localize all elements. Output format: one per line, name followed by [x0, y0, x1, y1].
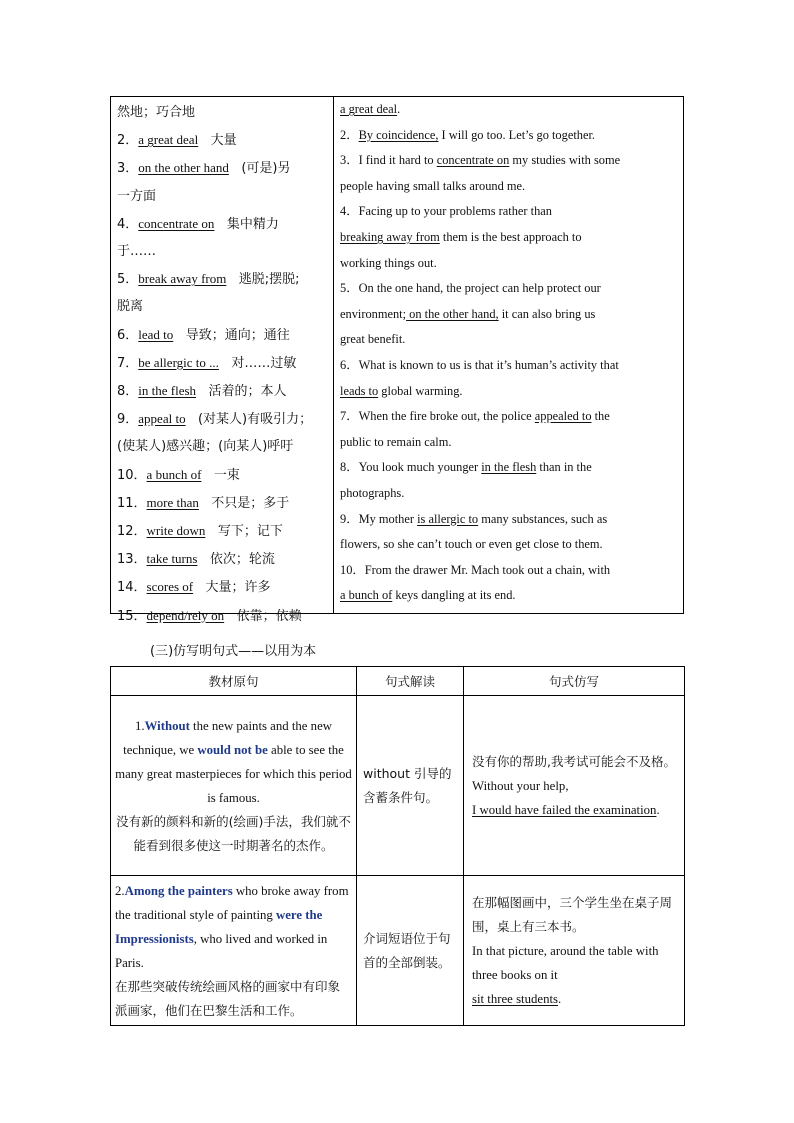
header-interpretation: 句式解读 — [357, 667, 464, 696]
table-row — [111, 876, 685, 1026]
vocab-example-column — [334, 97, 683, 613]
vocab-phrase: more than — [146, 494, 199, 510]
vocab-line — [117, 126, 329, 154]
vocab-meaning: 不只是；多于 — [211, 495, 290, 511]
example-line — [340, 379, 677, 405]
example-line — [340, 302, 677, 328]
example-text: photographs. — [340, 485, 405, 500]
vocab-number: 13． — [117, 552, 147, 568]
vocab-line — [117, 183, 329, 210]
example-text: 8．You look much younger — [340, 460, 482, 475]
imitation-chinese: 在那幅图画中，三个学生坐在桌子周围，桌上有三本书。 — [472, 894, 673, 934]
chinese-translation: 在那些突破传统绘画风格的画家中有印象派画家，他们在巴黎生活和工作。 — [115, 978, 341, 1018]
vocab-meaning: 活着的；本人 — [208, 384, 287, 400]
vocab-meaning: (可是)另 — [241, 161, 291, 177]
vocab-number: 14． — [117, 580, 147, 596]
example-answer: in the flesh — [481, 460, 537, 475]
example-line — [340, 455, 677, 481]
example-line — [340, 481, 677, 507]
vocab-number: 12． — [117, 524, 147, 540]
vocab-phrase: concentrate on — [138, 215, 215, 231]
vocab-line — [117, 154, 329, 182]
sentence-pattern-table — [110, 666, 685, 1026]
vocab-meaning: 大量；许多 — [205, 580, 271, 596]
example-text: 4．Facing up to your problems rather than — [340, 204, 552, 219]
imitation-english — [472, 939, 676, 1011]
imitation-text: Without your help, — [472, 778, 569, 793]
example-text: working things out. — [340, 255, 437, 270]
example-line — [340, 199, 677, 225]
pattern-interpretation: without 引导的含蓄条件句。 — [357, 696, 464, 876]
vocab-number: 15． — [117, 608, 147, 624]
vocab-phrase: lead to — [138, 326, 174, 342]
vocab-phrase: appeal to — [138, 411, 186, 427]
vocab-phrase: be allergic to ... — [138, 354, 219, 370]
example-answer: on the other hand, — [406, 306, 499, 321]
example-text: I will go too. Let’s go together. — [438, 127, 596, 142]
vocab-meaning: 大量 — [210, 133, 237, 149]
example-line — [340, 558, 677, 584]
vocab-line — [117, 321, 329, 349]
vocab-meaning: 写下；记下 — [217, 524, 283, 540]
vocab-phrase: in the flesh — [138, 383, 197, 399]
example-text: flowers, so she can’t touch or even get close to them. — [340, 537, 603, 552]
example-text: 2． — [340, 127, 359, 142]
vocab-line — [117, 349, 329, 377]
sentence-text: able to see the many great masterpieces for which this period is famous. — [115, 742, 352, 805]
example-answer: a great deal — [340, 102, 398, 116]
example-text: it can also bring us — [498, 306, 596, 321]
vocab-line — [117, 545, 329, 573]
example-line — [340, 251, 677, 277]
imitation-english — [472, 774, 676, 822]
vocab-phrase: write down — [146, 523, 206, 539]
imitation-end: . — [656, 802, 660, 817]
pattern-imitation — [464, 876, 685, 1026]
vocab-line — [117, 293, 329, 320]
example-text: 5．On the one hand, the project can help protect our — [340, 281, 601, 296]
example-line — [340, 430, 677, 456]
example-text: environment; — [340, 306, 407, 321]
vocab-phrase: a great deal — [138, 132, 199, 148]
vocab-meaning: 对……过敏 — [231, 355, 297, 371]
vocab-meaning: (使某人)感兴趣；(向某人)呼吁 — [117, 439, 294, 455]
vocab-line — [117, 265, 329, 293]
vocab-meaning: (对某人)有吸引力； — [197, 412, 313, 428]
vocab-number: 3． — [117, 161, 139, 177]
vocab-line — [117, 602, 329, 630]
vocab-number: 11． — [117, 495, 147, 511]
original-sentence — [111, 876, 357, 1026]
imitation-end: . — [558, 991, 562, 1006]
vocab-phrase: on the other hand — [138, 160, 229, 176]
header-original: 教材原句 — [111, 667, 357, 696]
vocab-line — [117, 238, 329, 265]
vocab-number: 8． — [117, 384, 139, 400]
sentence-text: who broke away from the traditional style of painting — [115, 883, 349, 922]
example-text: 6．What is known to us is that it’s human’s activity that — [340, 357, 619, 372]
vocab-phrase: scores of — [146, 579, 194, 595]
vocab-line — [117, 377, 329, 405]
vocab-meaning: 然地；巧合地 — [117, 105, 196, 120]
pattern-interpretation: 介词短语位于句首的全部倒装。 — [357, 876, 464, 1026]
section-title: (三)仿写明句式——以用为本 — [150, 644, 317, 659]
vocab-line — [117, 405, 329, 433]
example-text: people having small talks around me. — [340, 178, 526, 193]
example-text: them is the best approach to — [439, 229, 582, 244]
vocab-meaning: 依次；轮流 — [209, 552, 275, 568]
example-text: global warming. — [378, 383, 463, 398]
example-line — [340, 404, 677, 430]
vocab-phrase: depend/rely on — [146, 607, 225, 623]
chinese-translation: 没有新的颜料和新的(绘画)手法，我们就不能看到很多使这一时期著名的杰作。 — [116, 813, 351, 853]
example-line — [340, 583, 677, 609]
row-number: 1. — [134, 718, 145, 733]
example-text: 9．My mother — [340, 511, 418, 526]
vocab-number: 6． — [117, 327, 139, 343]
vocab-meaning: 脱离 — [117, 299, 144, 315]
example-answer: By coincidence, — [358, 127, 439, 142]
highlight-word: Among the painters — [124, 883, 233, 898]
example-line — [340, 276, 677, 302]
example-line — [340, 507, 677, 533]
imitation-answer: sit three students — [472, 991, 559, 1006]
example-line — [340, 174, 677, 200]
example-text: great benefit. — [340, 332, 406, 347]
example-text: 10．From the drawer Mr. Mach took out a chain, with — [340, 562, 611, 577]
vocab-line — [117, 433, 329, 460]
example-line — [340, 97, 677, 123]
vocab-line — [117, 210, 329, 238]
example-line — [340, 532, 677, 558]
sentence-text: the new paints and the new technique, we — [123, 718, 333, 757]
example-text: many substances, such as — [478, 511, 608, 526]
example-line — [340, 225, 677, 251]
example-answer: breaking away from — [340, 229, 440, 244]
example-answer: a bunch of — [340, 588, 393, 603]
vocab-line — [117, 573, 329, 601]
vocab-meaning: 逃脱;摆脱; — [238, 272, 300, 288]
vocab-number: 4． — [117, 216, 139, 232]
vocab-meaning: 一方面 — [117, 188, 157, 204]
example-text: 3．I find it hard to — [340, 153, 437, 168]
example-text: 7．When the fire broke out, the police — [340, 409, 535, 424]
vocab-phrase: a bunch of — [146, 466, 202, 482]
vocab-table — [110, 96, 684, 624]
imitation-chinese: 没有你的帮助,我考试可能会不及格。 — [472, 753, 676, 769]
vocab-phrase: break away from — [138, 271, 227, 287]
vocab-number: 2． — [117, 133, 139, 149]
header-imitation: 句式仿写 — [464, 667, 685, 696]
vocab-phrase: take turns — [146, 551, 198, 567]
vocab-number: 9． — [117, 412, 139, 428]
vocab-line — [117, 517, 329, 545]
vocab-line — [117, 461, 329, 489]
vocab-line — [117, 99, 329, 126]
vocab-meaning: 于…… — [117, 244, 157, 260]
highlight-word: were the Impressionists — [115, 907, 323, 946]
example-answer: appealed to — [534, 409, 592, 424]
table-header-row — [111, 667, 685, 696]
example-answer: concentrate on — [436, 153, 510, 168]
highlight-word: Without — [144, 718, 190, 733]
example-text: my studies with some — [509, 153, 621, 168]
vocab-meaning: 导致；通向；通往 — [185, 327, 290, 343]
vocab-number: 7． — [117, 355, 139, 371]
vocab-number: 5． — [117, 272, 139, 288]
example-answer: leads to — [340, 383, 379, 398]
table-row — [111, 696, 685, 876]
row-number: 2. — [115, 883, 125, 898]
vocab-number: 10． — [117, 467, 147, 483]
example-answer: is allergic to — [417, 511, 479, 526]
sentence-text: , who lived and worked in Paris. — [115, 931, 328, 970]
original-sentence — [111, 696, 357, 876]
vocab-line — [117, 489, 329, 517]
vocab-meaning: 依靠；依赖 — [236, 608, 302, 624]
example-text: the — [591, 409, 610, 424]
vocab-meaning: 一束 — [213, 467, 240, 483]
highlight-word: would not be — [197, 742, 268, 757]
example-text: . — [397, 102, 401, 116]
pattern-imitation — [464, 696, 685, 876]
vocab-meaning: 集中精力 — [226, 216, 279, 232]
vocab-phrase-column — [111, 97, 334, 624]
example-line — [340, 148, 677, 174]
example-line — [340, 123, 677, 149]
imitation-text: In that picture, around the table with three books on it — [472, 943, 659, 982]
example-text: keys dangling at its end. — [392, 588, 516, 603]
example-line — [340, 327, 677, 353]
example-text: than in the — [536, 460, 592, 475]
example-line — [340, 353, 677, 379]
example-text: public to remain calm. — [340, 434, 452, 449]
imitation-answer: I would have failed the examination — [472, 802, 657, 817]
